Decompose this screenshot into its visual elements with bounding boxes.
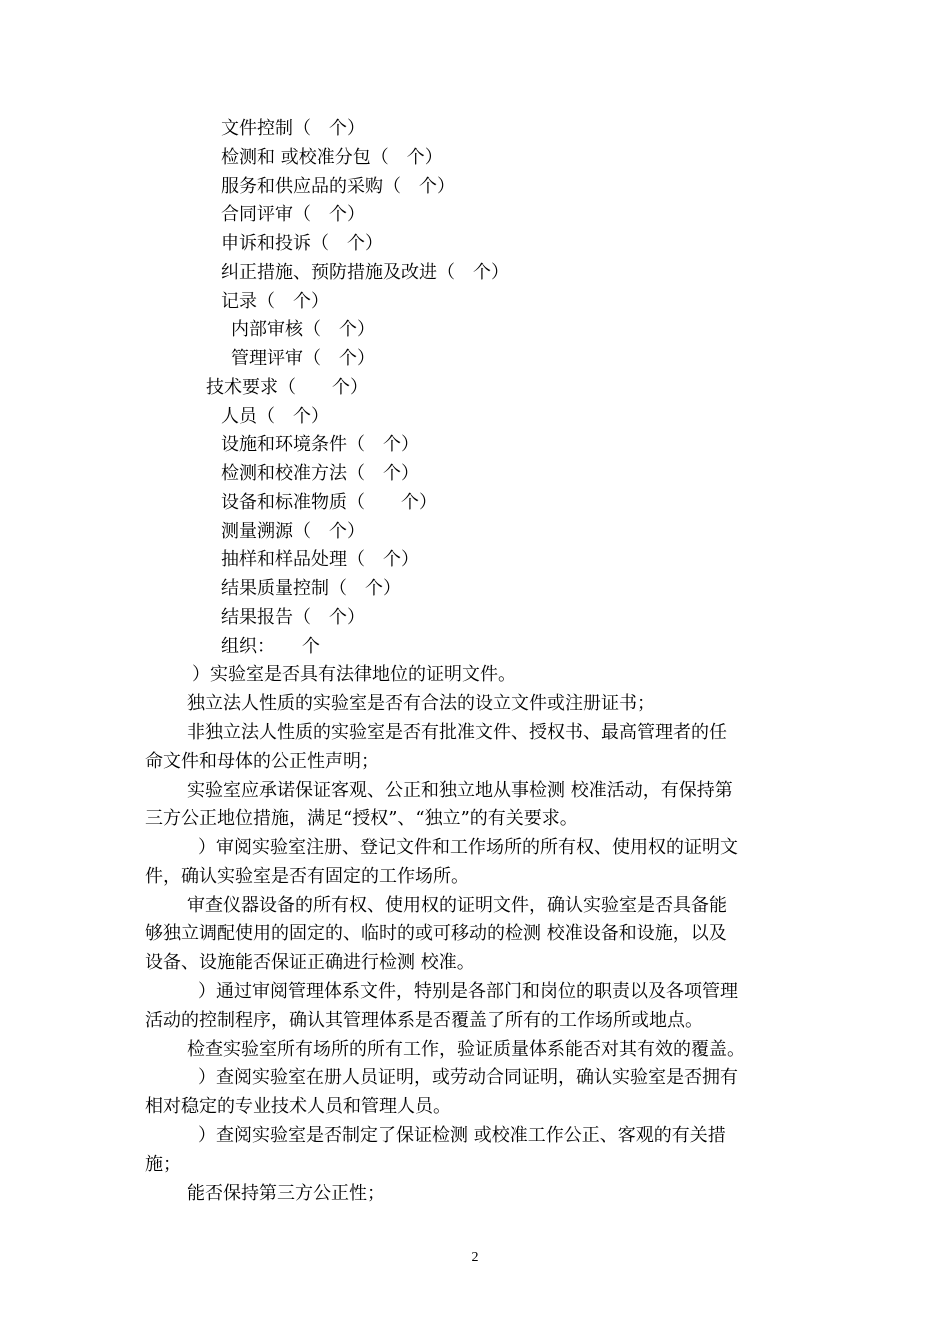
paragraph-line: 三方公正地位措施，满足“授权”、“独立”的有关要求。 [145, 808, 578, 829]
toc-item-purchasing: 服务和供应品的采购（ 个） [221, 176, 455, 197]
paragraph-line: 施； [145, 1154, 181, 1175]
paragraph-line: ）查阅实验室在册人员证明，或劳动合同证明，确认实验室是否拥有 [198, 1067, 738, 1088]
paragraph-line: 能否保持第三方公正性； [187, 1183, 385, 1204]
paragraph-line: 审查仪器设备的所有权、使用权的证明文件，确认实验室是否具备能 [187, 895, 727, 916]
toc-item-records: 记录（ 个） [221, 291, 329, 312]
toc-item-equipment: 设备和标准物质（ 个） [221, 492, 437, 513]
toc-item-corrective: 纠正措施、预防措施及改进（ 个） [221, 262, 509, 283]
paragraph-line: ）通过审阅管理体系文件，特别是各部门和岗位的职责以及各项管理 [198, 981, 738, 1002]
paragraph-line: ）审阅实验室注册、登记文件和工作场所的所有权、使用权的证明文 [198, 837, 738, 858]
paragraph-line: 相对稳定的专业技术人员和管理人员。 [145, 1096, 451, 1117]
paragraph-line: 独立法人性质的实验室是否有合法的设立文件或注册证书； [187, 693, 655, 714]
paragraph-line: 命文件和母体的公正性声明； [145, 751, 379, 772]
toc-item-subcontract: 检测和 或校准分包（ 个） [221, 147, 443, 168]
toc-item-doc-control: 文件控制（ 个） [221, 118, 365, 139]
paragraph-line: 活动的控制程序，确认其管理体系是否覆盖了所有的工作场所或地点。 [145, 1010, 703, 1031]
toc-item-complaints: 申诉和投诉（ 个） [221, 233, 383, 254]
paragraph-line: 件，确认实验室是否有固定的工作场所。 [145, 866, 469, 887]
toc-item-organization: 组织： 个 [221, 636, 320, 657]
page-number: 2 [471, 1250, 479, 1265]
toc-item-reporting: 结果报告（ 个） [221, 607, 365, 628]
toc-item-methods: 检测和校准方法（ 个） [221, 463, 419, 484]
paragraph-line: ）实验室是否具有法律地位的证明文件。 [192, 664, 516, 685]
paragraph-line: 检查实验室所有场所的所有工作，验证质量体系能否对其有效的覆盖。 [187, 1039, 745, 1060]
toc-item-internal-audit: 内部审核（ 个） [231, 319, 375, 340]
paragraph-line: 够独立调配使用的固定的、临时的或可移动的检测 校准设备和设施，以及 [145, 923, 727, 944]
paragraph-line: ）查阅实验室是否制定了保证检测 或校准工作公正、客观的有关措 [198, 1125, 726, 1146]
toc-item-technical: 技术要求（ 个） [206, 377, 368, 398]
toc-item-facilities: 设施和环境条件（ 个） [221, 434, 419, 455]
toc-item-traceability: 测量溯源（ 个） [221, 521, 365, 542]
toc-item-management-review: 管理评审（ 个） [231, 348, 375, 369]
paragraph-line: 实验室应承诺保证客观、公正和独立地从事检测 校准活动，有保持第 [187, 780, 733, 801]
toc-item-quality-control: 结果质量控制（ 个） [221, 578, 401, 599]
paragraph-line: 非独立法人性质的实验室是否有批准文件、授权书、最高管理者的任 [187, 722, 727, 743]
paragraph-line: 设备、设施能否保证正确进行检测 校准。 [145, 952, 475, 973]
toc-item-sampling: 抽样和样品处理（ 个） [221, 549, 419, 570]
toc-item-contract-review: 合同评审（ 个） [221, 204, 365, 225]
toc-item-personnel: 人员（ 个） [221, 406, 329, 427]
